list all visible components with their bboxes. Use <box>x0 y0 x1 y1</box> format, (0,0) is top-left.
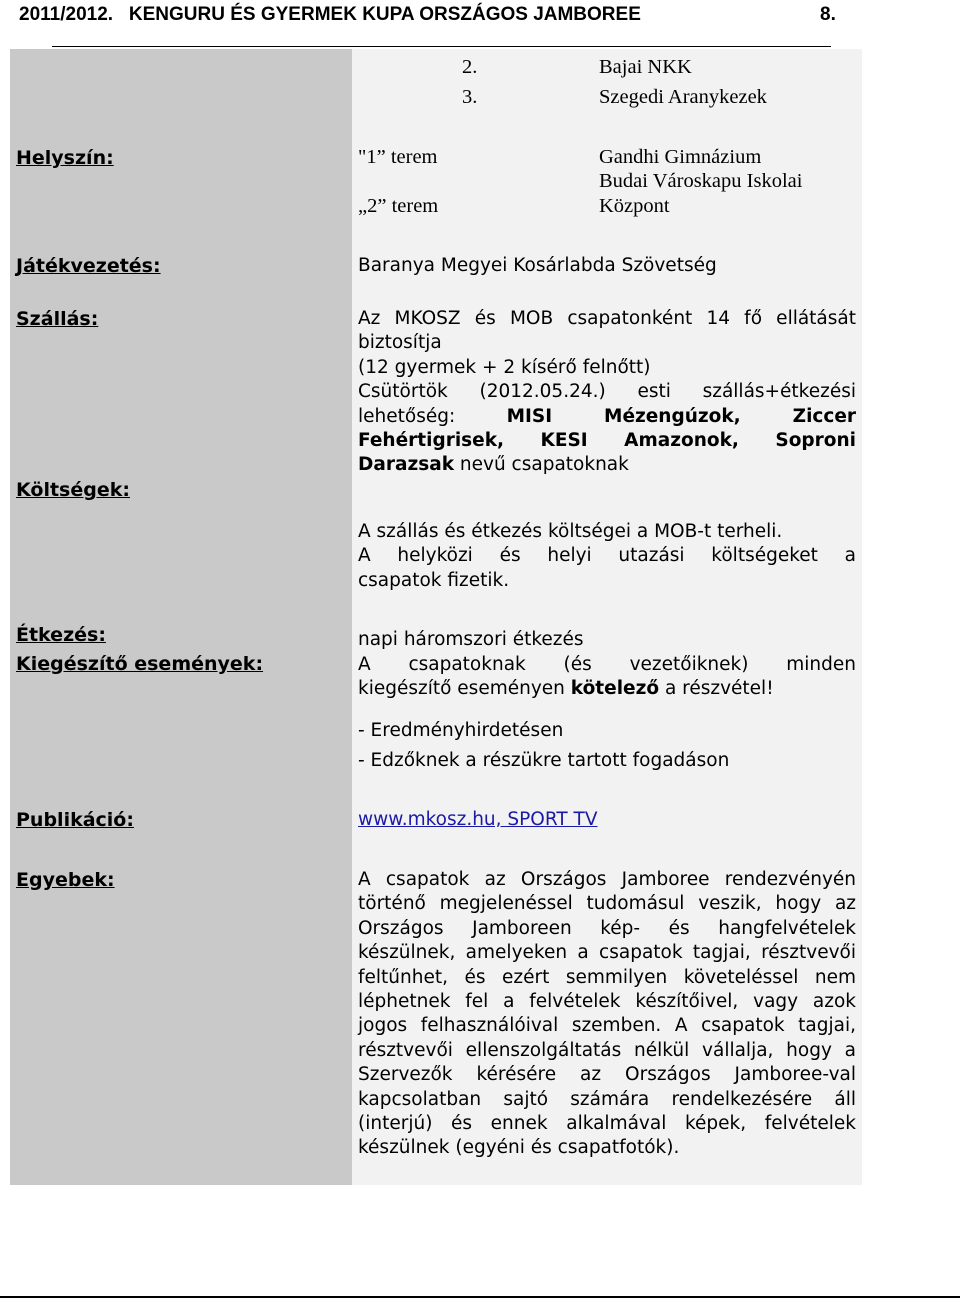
page-header-title: 2011/2012. KENGURU ÉS GYERMEK KUPA ORSZÁGOS JAMBOREE <box>19 4 641 25</box>
venue-2-line2: Központ <box>599 195 670 217</box>
kiegeszito-item-1-text: - Eredményhirdetésen <box>358 720 564 741</box>
label-helyszin: Helyszín: <box>16 147 114 169</box>
egyebek-text: A csapatok az Országos Jamboree rendezvényén történő megjelenéssel tudomásul veszik, hogy az Országos Jamboreen kép- és hangfelvételek készülnek, amelyeken a csapatok tagjai, résztvevői feltűnhet, és ezért semmilyen követeléssel nem léphetnek fel a felvételek készítőivel, vagy azok jogos felhasználóival szemben. A csapatok tagjai, résztvevői ellenszolgáltatás nélkül vállalja, hogy a Szervezők kérésére az Országos Jamboree-val kapcsolatban sajtó számára rendelkezésére áll (interjú) és ennek alkalmával képek, felvételek készülnek (egyéni és csapatfotók). <box>358 869 856 1159</box>
label-column <box>10 49 352 1185</box>
label-koltsegek: Költségek: <box>16 479 130 501</box>
kiegeszito-line1: A csapatoknak (és vezetőiknek) minden <box>358 654 856 675</box>
szallas-line5 <box>358 405 856 429</box>
szallas-line5-pre: lehetőség: <box>358 405 507 427</box>
label-etkezes: Étkezés: <box>16 624 106 646</box>
koltsegek-value <box>358 520 856 593</box>
label-egyebek: Egyebek: <box>16 869 115 891</box>
publikacio-link[interactable]: www.mkosz.hu, SPORT TV <box>358 809 598 830</box>
koltsegek-line1: A szállás és étkezés költségei a MOB-t terheli. <box>358 521 783 542</box>
kiegeszito-line2 <box>358 677 856 701</box>
header-rule <box>52 46 831 47</box>
rank-team-2: Bajai NKK <box>599 56 692 78</box>
venue-2-line1: Budai Városkapu Iskolai <box>599 170 803 192</box>
label-szallas: Szállás: <box>16 308 99 330</box>
szallas-line4: Csütörtök (2012.05.24.) esti szállás+étkezési <box>358 381 856 403</box>
szallas-line3: (12 gyermek + 2 kísérő felnőtt) <box>358 356 651 378</box>
szallas-line1: Az MKOSZ és MOB csapatonként 14 fő ellátását <box>358 308 856 329</box>
venue-1: Gandhi Gimnázium <box>599 146 762 168</box>
koltsegek-line3: csapatok fizetik. <box>358 569 510 591</box>
publikacio-value <box>358 808 856 832</box>
rank-place-3: 3. <box>462 86 478 108</box>
hall-1: "1” terem <box>358 146 438 168</box>
etkezes-text: napi háromszori étkezés <box>358 629 584 650</box>
kiegeszito-item-2-text: - Edzőknek a részükre tartott fogadáson <box>358 750 730 771</box>
kiegeszito-item-2 <box>358 749 856 773</box>
kiegeszito-item-1 <box>358 719 856 743</box>
footer-rule <box>0 1296 960 1298</box>
label-kiegeszito: Kiegészítő események: <box>16 653 264 675</box>
hall-2: „2” terem <box>358 195 439 217</box>
etkezes-value <box>358 628 856 652</box>
koltsegek-line2: A helyközi és helyi utazási költségeket a <box>358 545 856 567</box>
kiegeszito-line2-post: a részvétel! <box>659 678 774 700</box>
szallas-line6-bold: Fehértigrisek, KESI Amazonok, Soproni <box>358 430 856 452</box>
kiegeszito-value <box>358 653 856 702</box>
jatekvezetes-value <box>358 254 856 278</box>
szallas-line7-bold: Darazsak <box>358 454 455 476</box>
label-publikacio: Publikáció: <box>16 809 134 831</box>
szallas-line7-rest: nevű csapatoknak <box>454 454 629 476</box>
rank-team-3: Szegedi Aranykezek <box>599 86 767 108</box>
szallas-line5-bold: MISI Mézengúzok, Ziccer <box>506 405 857 427</box>
page-number: 8. <box>820 4 836 25</box>
jatekvezetes-text: Baranya Megyei Kosárlabda Szövetség <box>358 255 717 276</box>
szallas-line6 <box>358 429 856 453</box>
label-jatekvezetes: Játékvezetés: <box>16 255 161 277</box>
kiegeszito-line2-bold: kötelező <box>570 678 660 700</box>
szallas-line7 <box>358 453 856 477</box>
szallas-line2: biztosítja <box>358 332 442 354</box>
rank-place-2: 2. <box>462 56 478 78</box>
kiegeszito-line2-pre: kiegészítő eseményen <box>358 678 571 700</box>
szallas-value <box>358 307 856 478</box>
